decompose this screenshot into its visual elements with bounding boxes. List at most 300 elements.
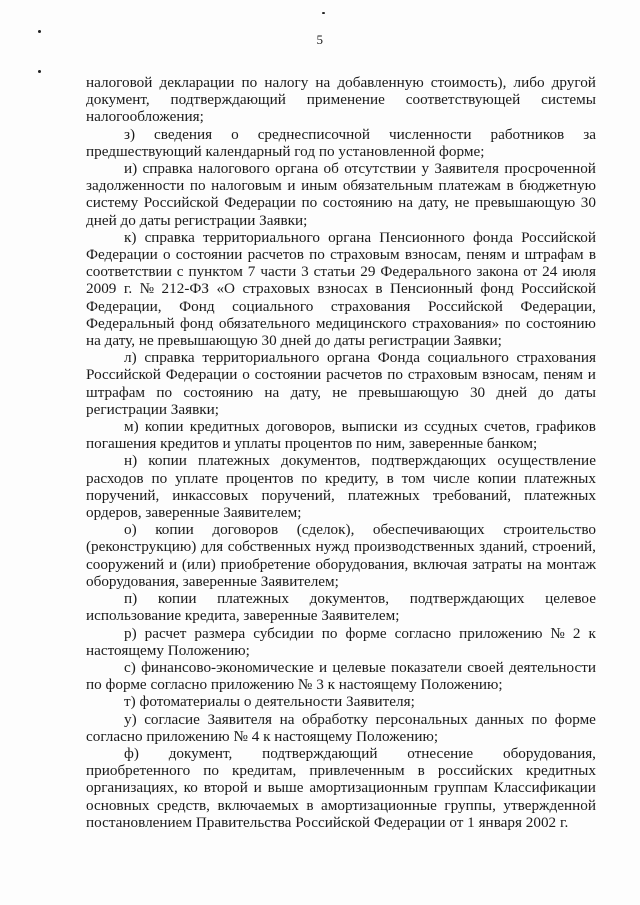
word: на bbox=[279, 710, 295, 728]
paragraph-item-z bbox=[86, 126, 596, 160]
word: Российской bbox=[521, 228, 596, 246]
word: закона bbox=[476, 263, 519, 281]
word: штрафам bbox=[86, 383, 146, 401]
word: расчетов bbox=[247, 246, 304, 264]
word: по bbox=[203, 762, 219, 780]
paragraph-item-t bbox=[86, 693, 596, 710]
text-line bbox=[86, 384, 596, 401]
text-line bbox=[86, 556, 596, 573]
word: целевые bbox=[332, 658, 386, 676]
paragraph-item-l bbox=[86, 349, 596, 418]
word: налоговым bbox=[211, 177, 282, 195]
word: фонд bbox=[480, 280, 514, 298]
text-line bbox=[86, 625, 596, 642]
word: иным bbox=[301, 177, 338, 195]
word: 24 bbox=[542, 263, 558, 281]
word: оборудования, bbox=[502, 744, 596, 762]
word: Федерации bbox=[86, 246, 158, 264]
word: и bbox=[319, 658, 328, 676]
word: в bbox=[386, 469, 394, 487]
word: платежных bbox=[524, 469, 596, 487]
word: расчетов bbox=[326, 366, 383, 384]
word: органа bbox=[328, 228, 372, 246]
text-line bbox=[86, 779, 596, 796]
word: Классификации bbox=[493, 779, 596, 797]
line-text: дней до даты регистрации Заявки; bbox=[86, 211, 308, 229]
word: оборудования, bbox=[315, 555, 409, 573]
word: страхования bbox=[516, 349, 596, 367]
text-line bbox=[86, 263, 596, 280]
word: Фонд bbox=[179, 297, 215, 315]
word: применение bbox=[306, 91, 385, 109]
word: с) bbox=[124, 658, 136, 676]
word: л) bbox=[124, 349, 137, 367]
word: Российской bbox=[143, 194, 219, 212]
word: платежам bbox=[438, 177, 501, 195]
word: договоров, bbox=[265, 418, 336, 436]
word: стоимость), bbox=[430, 74, 507, 91]
word: ссудных bbox=[424, 418, 478, 436]
word: по bbox=[151, 469, 168, 487]
word: ко bbox=[183, 779, 198, 797]
word: монтаж bbox=[546, 555, 596, 573]
word: в bbox=[375, 280, 383, 298]
word: социального bbox=[232, 297, 314, 315]
word: финансово-экономические bbox=[141, 658, 314, 676]
text-line bbox=[86, 91, 596, 108]
word: показатели bbox=[390, 658, 463, 676]
word: 3 bbox=[301, 263, 309, 281]
word: выписки bbox=[341, 418, 398, 436]
word: просроченной bbox=[504, 160, 596, 178]
line-text: по форме согласно приложению № 3 к настоящему Положению; bbox=[86, 676, 503, 694]
word: форме bbox=[554, 710, 596, 728]
word: основных bbox=[86, 796, 150, 814]
word: о bbox=[162, 246, 171, 264]
word: территориального bbox=[202, 349, 320, 367]
line-text: использование кредита, заверенные Заявителем; bbox=[86, 607, 400, 625]
word: в bbox=[588, 246, 596, 264]
word: состоянию bbox=[526, 314, 596, 332]
word: по bbox=[309, 246, 325, 264]
text-line bbox=[86, 177, 596, 194]
word: средств, bbox=[157, 796, 210, 814]
word: амортизационным bbox=[309, 779, 429, 797]
word: з) bbox=[124, 125, 136, 143]
text-line bbox=[86, 401, 596, 418]
word: (или) bbox=[181, 555, 216, 573]
word: Заявителя bbox=[207, 710, 273, 728]
word: Российской bbox=[427, 297, 503, 315]
word: для bbox=[200, 538, 224, 556]
word: расчет bbox=[144, 624, 187, 642]
word: на bbox=[264, 383, 280, 401]
word: п) bbox=[124, 590, 138, 608]
word: 30 bbox=[469, 383, 486, 401]
line-text: согласно приложению № 4 к настоящему Положению; bbox=[86, 727, 439, 745]
text-line bbox=[86, 676, 596, 693]
word: и) bbox=[124, 160, 138, 178]
word: к) bbox=[124, 228, 137, 246]
word: Федеральный bbox=[86, 314, 175, 332]
word: на bbox=[526, 555, 542, 573]
word: обязательным bbox=[342, 177, 433, 195]
line-text: постановлением Правительства Российской Федерации от 1 января 2002 г. bbox=[86, 813, 569, 831]
word: копии bbox=[477, 469, 517, 487]
word: Федерального bbox=[380, 263, 472, 281]
paragraph-item-p bbox=[86, 590, 596, 624]
word: среднесписочной bbox=[257, 125, 370, 143]
word: по bbox=[156, 383, 173, 401]
word: штрафам bbox=[524, 246, 584, 264]
word: взносам, bbox=[482, 366, 539, 384]
word: другой bbox=[551, 74, 596, 91]
word: за bbox=[583, 125, 596, 143]
word: состоянию bbox=[322, 194, 393, 212]
word: Российской bbox=[86, 366, 161, 384]
word: пеням bbox=[543, 366, 583, 384]
word: 7 bbox=[247, 263, 256, 281]
paragraph-item-s bbox=[86, 659, 596, 693]
word: сведения bbox=[154, 125, 213, 143]
paragraph-item-u bbox=[86, 711, 596, 745]
word: по bbox=[301, 194, 318, 212]
word: справка bbox=[144, 349, 195, 367]
word: страховым bbox=[407, 366, 478, 384]
text-line bbox=[86, 797, 596, 814]
paragraph-item-i bbox=[86, 160, 596, 229]
word: по bbox=[321, 624, 338, 642]
word: задолженности bbox=[86, 177, 185, 195]
word: счетов, bbox=[483, 418, 530, 436]
paragraph-item-r bbox=[86, 625, 596, 659]
text-line bbox=[86, 143, 596, 160]
text-line bbox=[86, 418, 596, 435]
paragraph-item-o bbox=[86, 521, 596, 590]
word: подтверждающих bbox=[371, 452, 487, 470]
word: копии bbox=[155, 521, 194, 539]
text-line bbox=[86, 229, 596, 246]
text-line bbox=[86, 452, 596, 469]
word: превышающую bbox=[474, 194, 576, 212]
word: по bbox=[531, 710, 548, 728]
word: Российской bbox=[521, 280, 596, 298]
word: том bbox=[401, 469, 426, 487]
text-line bbox=[86, 126, 596, 143]
word: превышающую bbox=[358, 383, 459, 401]
word: системы bbox=[541, 91, 596, 109]
text-line bbox=[86, 74, 596, 91]
word: у) bbox=[124, 710, 137, 728]
word: численности bbox=[388, 125, 472, 143]
word: налогу bbox=[264, 74, 309, 91]
word: нужд bbox=[315, 538, 350, 556]
word: субсидии bbox=[253, 624, 314, 642]
word: (сделок), bbox=[296, 521, 355, 539]
word: по bbox=[504, 314, 521, 332]
word: с bbox=[176, 263, 184, 281]
paragraph-item-k bbox=[86, 229, 596, 349]
word: статьи bbox=[313, 263, 356, 281]
word: кредитных bbox=[526, 762, 596, 780]
word: группы, bbox=[444, 796, 496, 814]
word: социального bbox=[427, 349, 509, 367]
line-text: оборудования, заверенные Заявителем; bbox=[86, 572, 339, 590]
word: об bbox=[323, 160, 339, 178]
word: Пенсионный bbox=[390, 280, 473, 298]
word: пунктом bbox=[188, 263, 243, 281]
word: (реконструкцию) bbox=[86, 538, 197, 556]
word: взносам, bbox=[404, 246, 462, 264]
word: строений, bbox=[532, 538, 596, 556]
text-line bbox=[86, 693, 596, 710]
word: документ, bbox=[168, 744, 233, 762]
scan-speck bbox=[38, 70, 41, 73]
word: затраты bbox=[472, 555, 523, 573]
word: приобретение bbox=[220, 555, 311, 573]
word: копии bbox=[157, 590, 197, 608]
word: платежных bbox=[198, 452, 270, 470]
text-line bbox=[86, 349, 596, 366]
word: Фонда bbox=[377, 349, 420, 367]
line-text: т) фотоматериалы о деятельности Заявителя; bbox=[124, 693, 415, 711]
word: либо bbox=[513, 74, 545, 91]
paragraph-item-f bbox=[86, 745, 596, 831]
word: ф) bbox=[124, 744, 139, 762]
text-line bbox=[86, 487, 596, 504]
line-text: погашения кредитов и уплаты процентов по ним, заверенные банком; bbox=[86, 435, 538, 453]
word: подтверждающий bbox=[170, 91, 286, 109]
line-text: на дату, не превышающую 30 дней до даты регистрации Заявки; bbox=[86, 332, 502, 350]
word: согласно bbox=[394, 624, 452, 642]
word: соответствующей bbox=[405, 91, 521, 109]
word: части bbox=[260, 263, 297, 281]
word: медицинского bbox=[315, 314, 407, 332]
word: работников bbox=[490, 125, 565, 143]
word: деятельности bbox=[509, 658, 596, 676]
word: систему bbox=[86, 194, 139, 212]
text-line bbox=[86, 298, 596, 315]
text-line bbox=[86, 538, 596, 555]
text-line bbox=[86, 315, 596, 332]
word: на bbox=[398, 194, 414, 212]
paragraph-item-m bbox=[86, 418, 596, 452]
scan-speck bbox=[322, 12, 325, 14]
word: графиков bbox=[535, 418, 596, 436]
word: справка bbox=[144, 228, 195, 246]
word: налогового bbox=[198, 160, 270, 178]
word: Заявителя bbox=[434, 160, 499, 178]
word: взносах bbox=[317, 280, 368, 298]
word: по bbox=[241, 74, 258, 91]
word: в bbox=[506, 177, 514, 195]
word: дату, bbox=[418, 194, 449, 212]
line-text: налогообложения; bbox=[86, 108, 204, 126]
page-number: 5 bbox=[316, 32, 324, 47]
word: организациях, bbox=[86, 779, 178, 797]
text-line bbox=[86, 762, 596, 779]
word: привлеченным bbox=[309, 762, 405, 780]
word: своей bbox=[467, 658, 504, 676]
paragraph-item-n bbox=[86, 452, 596, 521]
text-line bbox=[86, 332, 596, 349]
word: сооружений bbox=[86, 555, 165, 573]
word: платежных bbox=[347, 486, 420, 504]
word: от bbox=[523, 263, 538, 281]
word: в bbox=[306, 796, 314, 814]
word: р) bbox=[124, 624, 137, 642]
word: декларации bbox=[159, 74, 235, 91]
word: № bbox=[550, 624, 565, 642]
word: данных bbox=[475, 710, 524, 728]
text-line bbox=[86, 814, 596, 831]
word: подтверждающих bbox=[409, 590, 525, 608]
text-line bbox=[86, 108, 596, 125]
word: н) bbox=[124, 452, 138, 470]
word: копии bbox=[148, 452, 187, 470]
word: инкассовых bbox=[172, 486, 249, 504]
line-text: регистрации Заявки; bbox=[86, 400, 220, 418]
word: 30 bbox=[580, 194, 596, 212]
word: на bbox=[315, 74, 331, 91]
word: подтверждающий bbox=[262, 744, 378, 762]
word: процентов bbox=[225, 469, 294, 487]
word: кредитам, bbox=[231, 762, 297, 780]
word: до bbox=[538, 383, 554, 401]
word: из bbox=[403, 418, 418, 436]
word: у bbox=[421, 160, 430, 178]
word: м) bbox=[124, 418, 139, 436]
text-line bbox=[86, 194, 596, 211]
text-line bbox=[86, 607, 596, 624]
word: бюджетную bbox=[519, 177, 596, 195]
word: включаемых bbox=[217, 796, 299, 814]
text-line bbox=[86, 470, 596, 487]
word: кредиту, bbox=[325, 469, 379, 487]
word: строительство bbox=[503, 521, 596, 539]
word: приложению bbox=[459, 624, 543, 642]
word: амортизационные bbox=[321, 796, 437, 814]
word: о bbox=[231, 125, 239, 143]
word: расходов bbox=[86, 469, 144, 487]
word: документ, bbox=[86, 91, 150, 109]
text-line bbox=[86, 728, 596, 745]
word: страховым bbox=[330, 246, 400, 264]
word: и bbox=[287, 177, 296, 195]
text-line bbox=[86, 246, 596, 263]
word: справка bbox=[142, 160, 193, 178]
word: обязательного bbox=[218, 314, 311, 332]
text-line bbox=[86, 366, 596, 383]
word: размера bbox=[194, 624, 246, 642]
word: Федерации, bbox=[520, 297, 596, 315]
word: состоянии bbox=[254, 366, 322, 384]
line-text: предшествующий календарный год по установленной форме; bbox=[86, 142, 485, 160]
word: документов, bbox=[309, 590, 390, 608]
word: не bbox=[332, 383, 348, 401]
text-line bbox=[86, 280, 596, 297]
line-text: настоящему Положению; bbox=[86, 641, 250, 659]
word: и bbox=[587, 366, 596, 384]
word: июля bbox=[562, 263, 596, 281]
word: включая bbox=[413, 555, 468, 573]
word: дней bbox=[496, 383, 528, 401]
word: состоянии bbox=[175, 246, 243, 264]
word: поручений, bbox=[86, 486, 160, 504]
word: фонда bbox=[472, 228, 513, 246]
word: территориального bbox=[202, 228, 320, 246]
word: платежных bbox=[217, 590, 289, 608]
word: органа bbox=[327, 349, 371, 367]
word: договоров bbox=[212, 521, 279, 539]
word: отнесение bbox=[407, 744, 474, 762]
word: Пенсионного bbox=[379, 228, 465, 246]
word: 2 bbox=[572, 624, 581, 642]
word: даты bbox=[565, 383, 596, 401]
text-line bbox=[86, 745, 596, 762]
word: осуществление bbox=[497, 452, 596, 470]
word: поручений, bbox=[261, 486, 335, 504]
word: документов, bbox=[280, 452, 361, 470]
word: по bbox=[387, 366, 403, 384]
word: и bbox=[511, 246, 520, 264]
word: органа bbox=[275, 160, 319, 178]
word: добавленную bbox=[337, 74, 424, 91]
text-line bbox=[86, 504, 596, 521]
word: кредитных bbox=[189, 418, 260, 436]
word: утвержденной bbox=[503, 796, 596, 814]
word: к bbox=[588, 624, 596, 642]
word: № bbox=[139, 280, 155, 298]
word: пеням bbox=[466, 246, 506, 264]
text-line bbox=[86, 590, 596, 607]
word: Федерации bbox=[224, 194, 296, 212]
word: по bbox=[301, 469, 318, 487]
word: Федерации bbox=[165, 366, 238, 384]
word: группам bbox=[433, 779, 488, 797]
word: состоянию bbox=[183, 383, 254, 401]
line-text: ордеров, заверенные Заявителем; bbox=[86, 504, 302, 522]
word: приобретенного bbox=[86, 762, 191, 780]
word: выше bbox=[267, 779, 304, 797]
word: персональных bbox=[375, 710, 468, 728]
word: форме bbox=[345, 624, 387, 642]
word: уплате bbox=[175, 469, 219, 487]
word: целевое bbox=[545, 590, 596, 608]
word: соответствии bbox=[86, 263, 172, 281]
word: копии bbox=[144, 418, 184, 436]
word: по bbox=[189, 177, 206, 195]
word: страховых bbox=[242, 280, 310, 298]
text-line bbox=[86, 659, 596, 676]
word: платежных bbox=[524, 486, 596, 504]
word: налоговой bbox=[86, 74, 153, 91]
text-line bbox=[86, 573, 596, 590]
word: не bbox=[454, 194, 470, 212]
word: г. bbox=[123, 280, 133, 298]
word: и bbox=[168, 555, 178, 573]
paragraph-continuation bbox=[86, 74, 596, 126]
word: Федерации, bbox=[86, 297, 162, 315]
text-line bbox=[86, 160, 596, 177]
word: отсутствии bbox=[344, 160, 417, 178]
word: фонд bbox=[180, 314, 214, 332]
word: требований, bbox=[432, 486, 512, 504]
text-line bbox=[86, 642, 596, 659]
word: числе bbox=[432, 469, 470, 487]
word: обработку bbox=[301, 710, 369, 728]
word: производственных bbox=[353, 538, 475, 556]
